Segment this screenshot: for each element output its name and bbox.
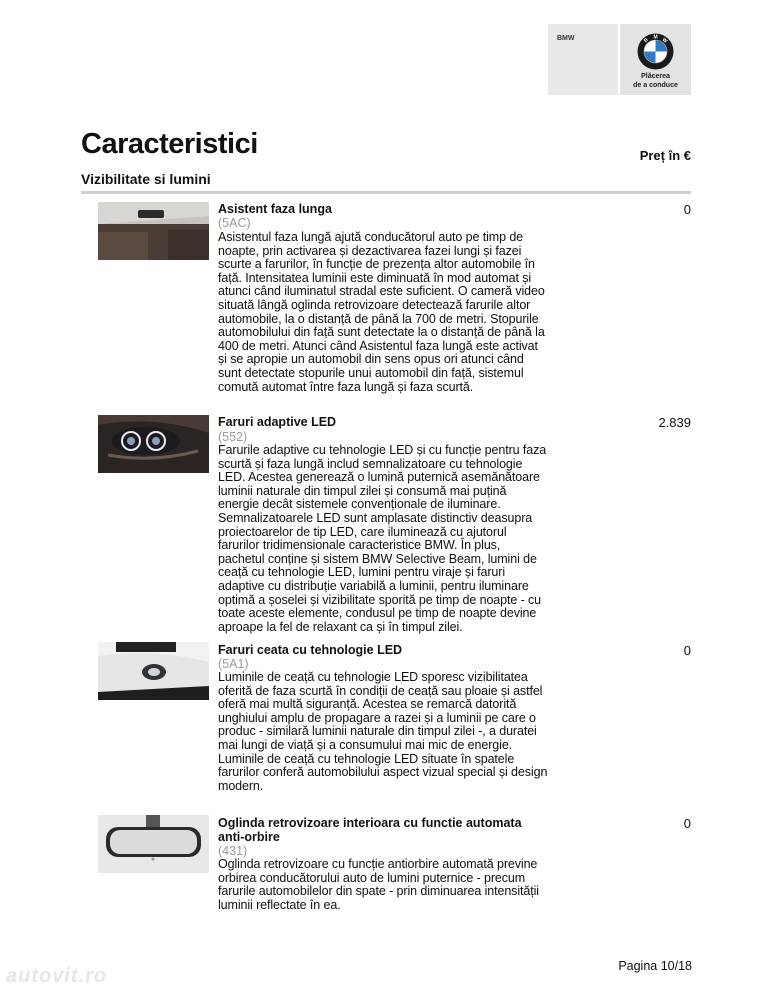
feature-price: 0 [683,816,691,831]
tagline-line-2: de a conduce [633,82,678,89]
feature-thumbnail [98,202,209,260]
brand-cell [548,24,618,95]
car-interior-image [98,202,209,260]
feature-price: 2.839 [658,415,691,430]
feature-price: 0 [683,643,691,658]
logo-cell [620,24,691,95]
feature-code: (552) [218,430,248,444]
price-column-header: Preț în € [639,148,691,163]
feature-code: (5AC) [218,216,251,230]
led-headlight-image [98,415,209,473]
section-title: Vizibilitate si lumini [81,171,211,187]
feature-description: Farurile adaptive cu tehnologie LED și cu funcție pentru faza scurtă și faza lungă includ semnalizatoare cu tehnologie LED. Acestea generează o lumină puternică asemănătoare luminii naturale din timpul zilei și consumă mai puțină energie decât sistemele convenționale de iluminare. Semnalizatoarele LED sunt amplasate distinctiv deasupra proiectoarelor de tip LED, care iluminează cu ajutorul farurilor tridimensionale caracteristice BMW. În plus, pachetul conține și sistem BMW Selective Beam, lumini de ceață cu tehnologie LED, lumini pentru viraje și faruri adaptive cu distribuție variabilă a luminii, pentru iluminare optimă a șoselei și vizibilitate sporită pe timp de noapte - cu toate aceste elemente, condusul pe timp de noapte devine aproape la fel de relaxant ca și în timpul zilei. [218,443,547,634]
tagline-line-1: Plăcerea [641,73,670,80]
brand-tagline [620,72,691,90]
feature-price: 0 [683,202,691,217]
feature-title: Faruri adaptive LED [218,415,337,429]
feature-title: Faruri ceata cu tehnologie LED [218,643,403,657]
brand-name: BMW [557,35,575,42]
watermark-text: autovit.ro [6,965,108,987]
section-divider [81,191,691,194]
feature-description: Asistentul faza lungă ajută conducătorul auto pe timp de noapte, prin activarea și dezactivarea fazei lungi și fazei scurte a farurilor, în funcție de prezența altor automobile în față. Intensitatea luminii este diminuată în mod automat și atunci când iluminatul stradal este suficient. O cameră video situată lângă oglinda retrovizoare detectează farurile altor automobile, la o distanță de până la 700 de metri. Stopurile automobilului din față sunt detectate la o distanță de până la 400 de metri. Atunci când Asistentul faza lungă este activat și se apropie un automobil din sens opus ori atunci când sunt detectate stopurile unui automobil din față, sistemul comută automat între faza lungă și faza scurtă. [218,230,545,394]
feature-thumbnail [98,642,209,700]
feature-thumbnail [98,815,209,873]
logo-letter: B [642,37,650,45]
page-number: Pagina 10/18 [618,959,692,973]
rearview-mirror-image [98,815,209,873]
feature-title: Asistent faza lunga [218,202,332,216]
header-logo-box [548,24,691,95]
feature-code: (431) [218,844,248,858]
feature-title: Oglinda retrovizoare interioara cu functie automata anti-orbire [218,816,522,844]
feature-thumbnail [98,415,209,473]
page-title: Caracteristici [81,128,258,160]
fog-light-image [98,642,209,700]
feature-description: Oglinda retrovizoare cu funcție antiorbire automată previne orbirea conducătorului auto de lumini puternice - precum farurile automobilelor din spate - prin diminuarea intensității luminii reflectate în ea. [218,857,539,912]
bmw-roundel-logo [637,33,674,70]
feature-description: Luminile de ceață cu tehnologie LED sporesc vizibilitatea oferită de faza scurtă în condiții de ceață sau ploaie și astfel oferă mai multă siguranță. Acestea se remarcă datorită unghiului amplu de propagare a razei și a luminii pe care o produc - similară luminii naturale din timpul zilei -, a duratei mai lungi de viață și a consumului mai mic de energie. Luminile de ceață cu tehnologie LED situate în spatele farurilor conferă automobilului aspect vizual special și design modern. [218,670,548,793]
logo-letter: W [660,36,669,45]
feature-code: (5A1) [218,657,249,671]
logo-letter: M [653,34,658,41]
